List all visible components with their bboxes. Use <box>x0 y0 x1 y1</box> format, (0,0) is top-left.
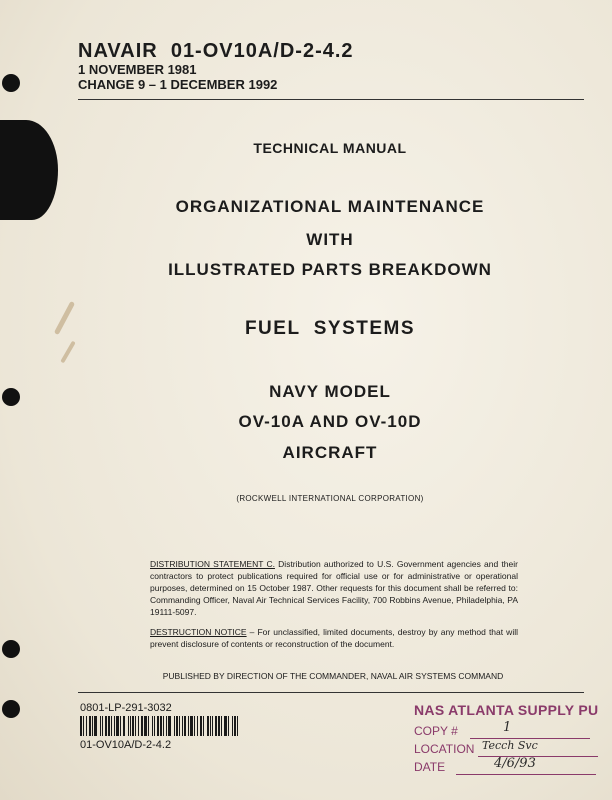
title-line-2: WITH <box>306 230 354 249</box>
model-line-3: AIRCRAFT <box>282 443 378 462</box>
barcode-bar <box>144 716 147 736</box>
header <box>78 40 354 92</box>
model-line-2: OV-10A AND OV-10D <box>238 412 422 431</box>
binder-hole <box>2 640 20 658</box>
barcode-bar <box>194 716 195 736</box>
barcode-bar <box>123 716 125 736</box>
barcode-bar <box>132 716 134 736</box>
barcode-caption: 01-OV10A/D-2-4.2 <box>80 739 172 751</box>
barcode-bar <box>130 716 131 736</box>
barcode-bar <box>94 716 97 736</box>
supply-stamp <box>408 700 612 800</box>
barcode-bar <box>86 716 87 736</box>
lp-number: 0801-LP-291-3032 <box>80 702 172 714</box>
barcode-bar <box>184 716 186 736</box>
barcode-bar <box>212 716 213 736</box>
barcode-bar <box>89 716 91 736</box>
barcode-bar <box>80 716 82 736</box>
barcode-bar <box>215 716 217 736</box>
binder-hole <box>2 74 20 92</box>
distribution-text: Distribution authorized to U.S. Government agencies and their contractors to protect publications required for official use or for administrative or operational purposes, determined on 15 October 1987. Other requests for this document shall be referred to: Commanding Officer, Naval Air Technical Services Facility, 700 Robbins Avenue, Philadelphia, PA 19111-5097. <box>150 559 518 617</box>
barcode-bar <box>138 716 139 736</box>
barcode-bar <box>105 716 107 736</box>
barcode-bar <box>135 716 136 736</box>
barcode-bar <box>111 716 112 736</box>
stamp-copy-label: COPY # <box>414 724 458 738</box>
barcode <box>80 716 242 736</box>
barcode-bar <box>197 716 198 736</box>
barcode-bar <box>116 716 119 736</box>
barcode-bar <box>163 716 164 736</box>
destruction-heading: DESTRUCTION NOTICE <box>150 627 247 637</box>
barcode-bar <box>168 716 171 736</box>
barcode-bar <box>207 716 209 736</box>
barcode-bar <box>228 716 229 736</box>
change-notice: CHANGE 9 – 1 DECEMBER 1992 <box>78 77 278 92</box>
barcode-bar <box>218 716 220 736</box>
publication-number: NAVAIR 01-OV10A/D-2-4.2 <box>78 40 354 62</box>
barcode-bar <box>100 716 101 736</box>
barcode-bar <box>188 716 189 736</box>
barcode-bar <box>160 716 162 736</box>
stamp-date-value: 4/6/93 <box>494 756 536 771</box>
barcode-bar <box>179 716 180 736</box>
barcode-bar <box>203 716 204 736</box>
header-rule <box>78 99 584 100</box>
barcode-bar <box>174 716 175 736</box>
footer-rule <box>78 692 584 693</box>
barcode-bar <box>232 716 233 736</box>
subject-title: FUEL SYSTEMS <box>244 318 416 339</box>
barcode-bar <box>141 716 143 736</box>
barcode-bar <box>234 716 236 736</box>
barcode-bar <box>92 716 93 736</box>
barcode-bar <box>157 716 159 736</box>
barcode-bar <box>114 716 115 736</box>
stamp-copy-value: 1 <box>503 720 512 735</box>
barcode-bar <box>154 716 155 736</box>
stamp-location-label: LOCATION <box>414 742 475 756</box>
distribution-heading: DISTRIBUTION STATEMENT C. <box>150 559 275 569</box>
distribution-statement <box>150 558 518 618</box>
binder-hole <box>2 700 20 718</box>
barcode-bar <box>128 716 129 736</box>
barcode-bar <box>221 716 222 736</box>
barcode-bar <box>120 716 121 736</box>
barcode-bar <box>237 716 238 736</box>
barcode-bar <box>148 716 149 736</box>
barcode-bar <box>224 716 227 736</box>
stamp-date-line <box>456 774 596 775</box>
corporation: (ROCKWELL INTERNATIONAL CORPORATION) <box>236 494 424 503</box>
published-by: PUBLISHED BY DIRECTION OF THE COMMANDER, NAVAL AIR SYSTEMS COMMAND <box>162 671 504 681</box>
title-line-3: ILLUSTRATED PARTS BREAKDOWN <box>168 260 492 279</box>
stamp-location-value: Tecch Svc <box>482 739 538 752</box>
stamp-heading: NAS ATLANTA SUPPLY PU <box>414 702 599 718</box>
barcode-bar <box>210 716 211 736</box>
barcode-bar <box>166 716 167 736</box>
model-line-1: NAVY MODEL <box>269 382 391 401</box>
publication-date: 1 NOVEMBER 1981 <box>78 62 197 77</box>
title-line-1: ORGANIZATIONAL MAINTENANCE <box>175 197 485 216</box>
barcode-bar <box>108 716 110 736</box>
barcode-bar <box>152 716 153 736</box>
barcode-bar <box>102 716 103 736</box>
barcode-bar <box>83 716 84 736</box>
destruction-notice <box>150 626 518 650</box>
document-type: TECHNICAL MANUAL <box>253 140 407 156</box>
barcode-bar <box>176 716 178 736</box>
destruction-text: – For unclassified, limited documents, destroy by any method that will prevent disclosure of contents or reconstruction of the document. <box>150 627 518 649</box>
barcode-bar <box>200 716 202 736</box>
stamp-date-label: DATE <box>414 760 446 774</box>
barcode-bar <box>182 716 183 736</box>
barcode-bar <box>190 716 193 736</box>
